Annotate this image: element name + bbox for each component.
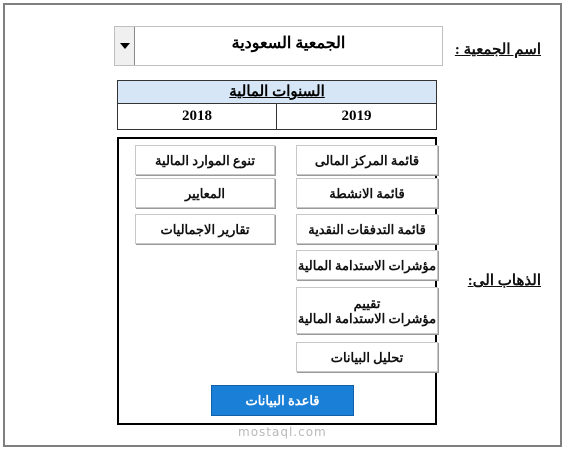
cash-flows-button[interactable]: قائمة التدفقات النقدية — [296, 214, 438, 244]
evaluation-button-line2: مؤشرات الاستدامة المالية — [297, 310, 437, 326]
resource-diversity-button[interactable]: تنوع الموارد المالية — [135, 145, 275, 175]
standards-button[interactable]: المعايير — [135, 178, 275, 208]
watermark-text: mostaql.com — [238, 425, 327, 439]
evaluation-button[interactable] — [296, 287, 438, 334]
fiscal-years-title: السنوات المالية — [118, 81, 436, 104]
activities-button[interactable]: قائمة الانشطة — [296, 178, 438, 208]
sustainability-indicators-button[interactable]: مؤشرات الاستدامة المالية — [296, 250, 438, 280]
financial-position-button[interactable]: قائمة المركز المالى — [296, 145, 438, 175]
evaluation-button-line1: تقييم — [353, 295, 381, 311]
fiscal-years-table — [117, 80, 437, 130]
association-dropdown[interactable] — [114, 26, 443, 66]
year-2018-cell[interactable]: 2018 — [118, 104, 277, 129]
totals-reports-button[interactable]: تقارير الاجماليات — [135, 214, 275, 244]
chevron-down-icon[interactable] — [115, 27, 135, 65]
association-name-label: اسم الجمعية : — [454, 42, 541, 58]
year-2019-cell[interactable]: 2019 — [341, 108, 372, 124]
database-button[interactable]: قاعدة البيانات — [211, 385, 354, 416]
goto-label: الذهاب الى: — [467, 273, 541, 289]
data-analysis-button[interactable]: تحليل البيانات — [296, 342, 438, 372]
association-selected-value: الجمعية السعودية — [231, 35, 346, 52]
